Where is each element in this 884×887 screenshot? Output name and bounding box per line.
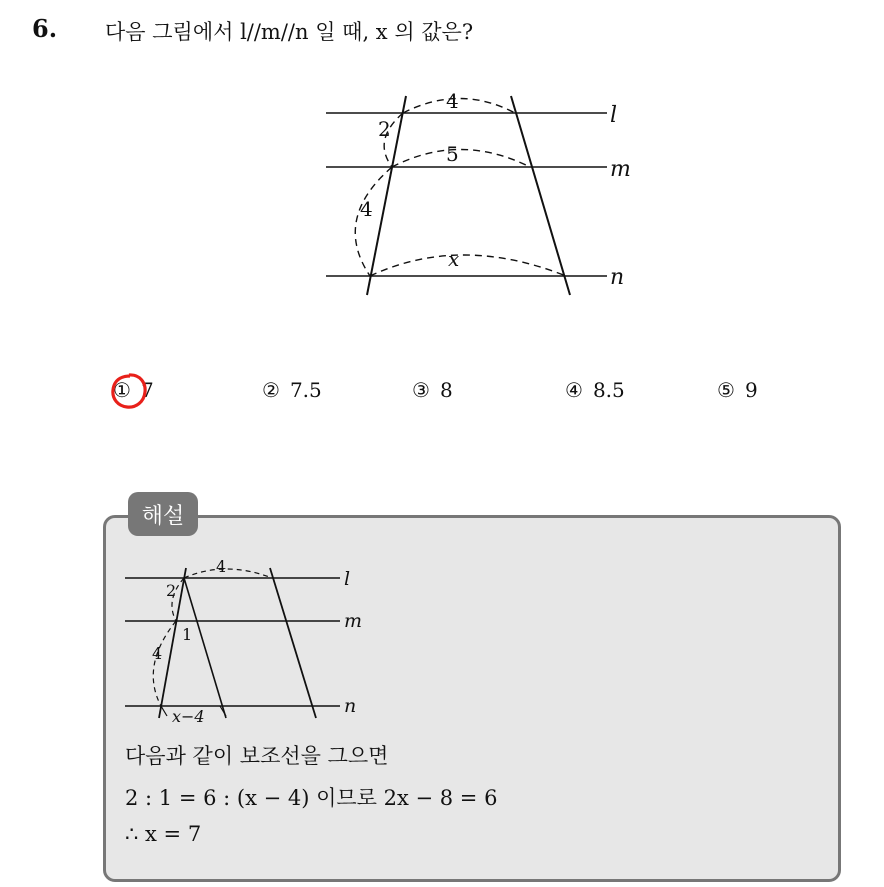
choice-4-value: 8.5 [592,378,625,402]
choice-2[interactable] [262,378,322,402]
label-mid-5: 5 [446,142,459,166]
choice-3-value: 8 [439,378,453,402]
solution-line-1: 다음과 같이 보조선을 그으면 [125,744,389,768]
label-left-2: 2 [378,117,391,141]
question-number: 6. [32,14,58,43]
choice-4-number: ④ [565,378,583,402]
right-transversal [511,96,570,295]
label-x: x [448,247,460,271]
choice-3-number: ③ [412,378,430,402]
answer-choices [105,378,805,418]
choice-5[interactable] [717,378,758,402]
solution-line-2: 2 : 1 = 6 : (x − 4) 이므로 2x − 8 = 6 [125,786,498,810]
sol-label-4: 4 [152,644,163,663]
choice-4[interactable] [565,378,625,402]
label-n: n [610,265,625,290]
choice-1-number: ① [113,378,131,402]
label-l: l [610,103,618,128]
sol-label-n: n [344,695,357,717]
question-text: 다음 그림에서 l//m//n 일 때, x 의 값은? [105,20,474,44]
sol-label-m: m [344,610,363,632]
question-figure [320,84,650,304]
choice-2-number: ② [262,378,280,402]
label-top-4: 4 [446,89,459,113]
choice-1[interactable] [113,378,154,402]
sol-label-2: 2 [166,581,177,600]
choice-1-value: 7 [140,378,154,402]
sol-label-x-minus-4: x−4 [172,707,205,726]
sol-label-1: 1 [182,625,193,644]
choice-3[interactable] [412,378,453,402]
solution-badge: 해설 [128,492,198,536]
selected-circle-icon [109,371,149,411]
choice-5-value: 9 [744,378,758,402]
solution-figure [120,556,370,726]
sol-label-top-4: 4 [216,557,227,576]
choice-5-number: ⑤ [717,378,735,402]
label-m: m [610,157,631,182]
sol-label-l: l [344,568,351,590]
label-left-4: 4 [360,197,373,221]
solution-line-3: ∴ x = 7 [125,822,202,846]
choice-2-value: 7.5 [289,378,322,402]
